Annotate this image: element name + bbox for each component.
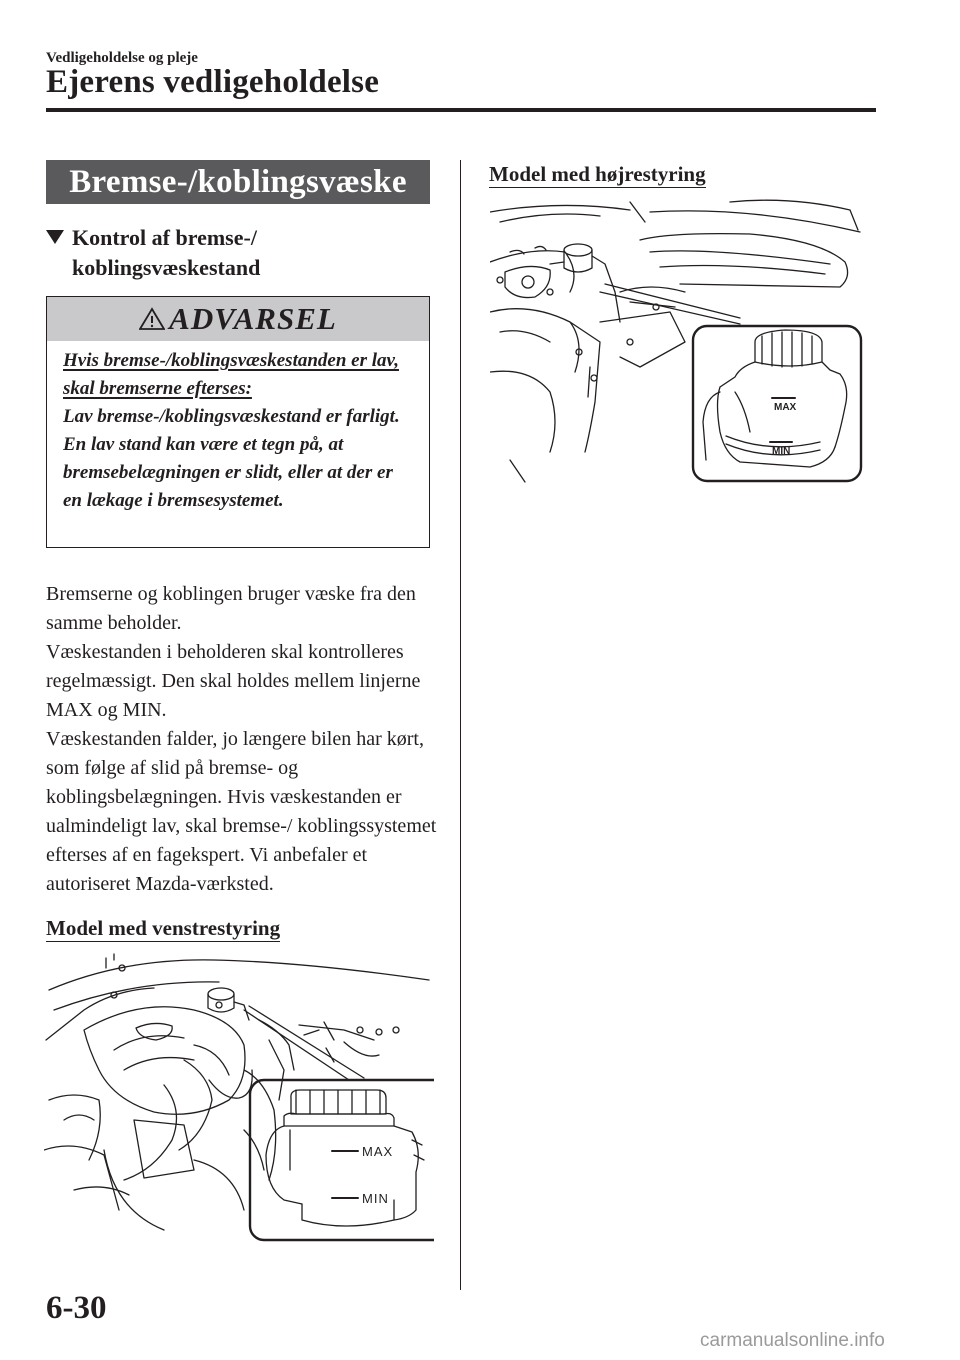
- chapter-title: Ejerens vedligeholdelse: [46, 64, 380, 100]
- body-paragraph-2: Væskestanden i beholderen skal kontrolleres regelmæssigt. Den skal holdes mellem linjerne MAX og MIN.: [46, 641, 421, 721]
- subheading: [46, 223, 372, 283]
- warning-title: ADVARSEL: [169, 301, 337, 336]
- watermark: carmanualsonline.info: [700, 1330, 885, 1351]
- min-label-left: MIN: [362, 1191, 389, 1206]
- max-label-right: MAX: [774, 402, 797, 413]
- breadcrumb: Vedligeholdelse og pleje: [46, 50, 198, 66]
- engine-bay-left-hand-drive-illustration: [44, 950, 434, 1245]
- warning-line-2: En lav stand kan være et tegn på, at bremsebelægningen er slidt, eller at der er en lækage i bremsesystemet.: [63, 434, 393, 511]
- body-text: [46, 580, 446, 899]
- page-number: 6-30: [46, 1290, 107, 1326]
- warning-box: [46, 296, 430, 548]
- min-label-right: MIN: [772, 446, 791, 457]
- warning-line-1: Lav bremse-/koblingsvæskestand er farligt.: [63, 406, 400, 427]
- triangle-bullet-icon: [46, 230, 64, 244]
- header-rule: [46, 108, 876, 112]
- warning-header: [47, 297, 429, 341]
- warning-body: [47, 341, 429, 515]
- subheading-text: Kontrol af bremse-/ koblingsvæskestand: [72, 225, 261, 280]
- body-paragraph-3: Væskestanden falder, jo længere bilen har kørt, som følge af slid på bremse- og koblingsbelægningen. Hvis væskestanden er ualmindeligt lav, skal bremse-/ koblingssystemet efterses af en fagekspert. Vi anbefaler et autoriseret Mazda-værksted.: [46, 728, 437, 895]
- body-paragraph-1: Bremserne og koblingen bruger væske fra den samme beholder.: [46, 583, 416, 634]
- section-title-banner: Bremse-/koblingsvæske: [46, 160, 430, 204]
- caption-right-hand-drive: Model med højrestyring: [489, 162, 706, 186]
- engine-bay-right-hand-drive-illustration: [490, 192, 866, 490]
- column-divider: [460, 160, 461, 1290]
- caption-left-hand-drive: Model med venstrestyring: [46, 916, 281, 940]
- warning-triangle-icon: [139, 307, 165, 331]
- warning-lead: Hvis bremse-/koblingsvæskestanden er lav, skal bremserne efterses:: [63, 350, 399, 399]
- max-label-left: MAX: [362, 1144, 394, 1159]
